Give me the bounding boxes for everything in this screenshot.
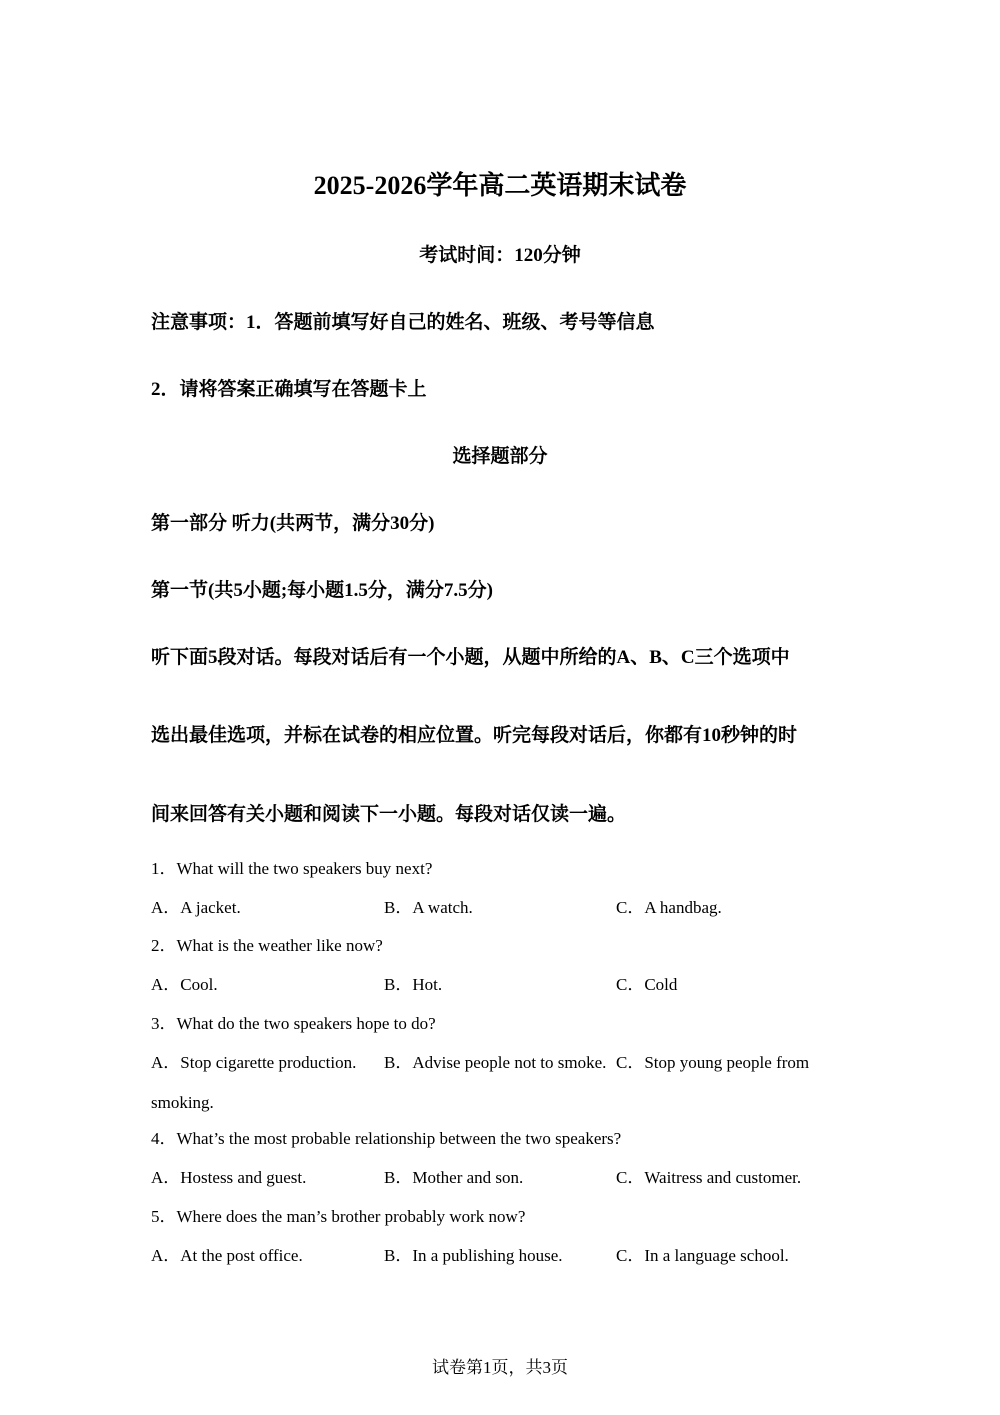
section-heading: 选择题部分 [452,446,548,467]
page-title: 2025-2026学年高二英语期末试卷 [313,171,687,200]
page-footer: 试卷第1页，共3页 [432,1358,568,1377]
question-stem: 3．What do the two speakers hope to do? [151,1014,436,1033]
question-stem: 1．What will the two speakers buy next? [151,859,433,878]
option-c: C．Stop young people from [616,1053,810,1072]
option-b: B．In a publishing house. [384,1246,563,1265]
option-a: A．Stop cigarette production. [151,1053,357,1072]
question-stem: 4．What’s the most probable relationship between the two speakers? [151,1129,622,1148]
option-c-continued: smoking. [151,1093,214,1112]
option-c: C．In a language school. [616,1246,789,1265]
option-b: B．Advise people not to smoke. [384,1053,607,1072]
option-a: A．At the post office. [151,1246,303,1265]
option-b: B．Mother and son. [384,1168,524,1187]
instruction-line-3: 间来回答有关小题和阅读下一小题。每段对话仅读一遍。 [151,804,627,825]
option-c: C．Cold [616,975,678,994]
question-stem: 5．Where does the man’s brother probably work now? [151,1207,526,1226]
question-stem: 2．What is the weather like now? [151,936,383,955]
notice-line-2: 2．请将答案正确填写在答题卡上 [151,379,427,400]
option-a: A．A jacket. [151,898,241,917]
option-b: B．Hot. [384,975,443,994]
exam-time: 考试时间：120分钟 [419,245,581,266]
option-b: B．A watch. [384,898,473,917]
instruction-line-2: 选出最佳选项，并标在试卷的相应位置。听完每段对话后，你都有10秒钟的时 [151,725,798,746]
instruction-line-1: 听下面5段对话。每段对话后有一个小题，从题中所给的A、B、C三个选项中 [151,647,790,668]
option-c: C．Waitress and customer. [616,1168,802,1187]
option-c: C．A handbag. [616,898,722,917]
option-a: A．Hostess and guest. [151,1168,307,1187]
option-a: A．Cool. [151,975,218,994]
section-one-heading: 第一节(共5小题;每小题1.5分，满分7.5分) [151,580,493,601]
notice-line-1: 注意事项：1．答题前填写好自己的姓名、班级、考号等信息 [151,312,655,333]
part-one-heading: 第一部分 听力(共两节，满分30分) [151,513,435,534]
